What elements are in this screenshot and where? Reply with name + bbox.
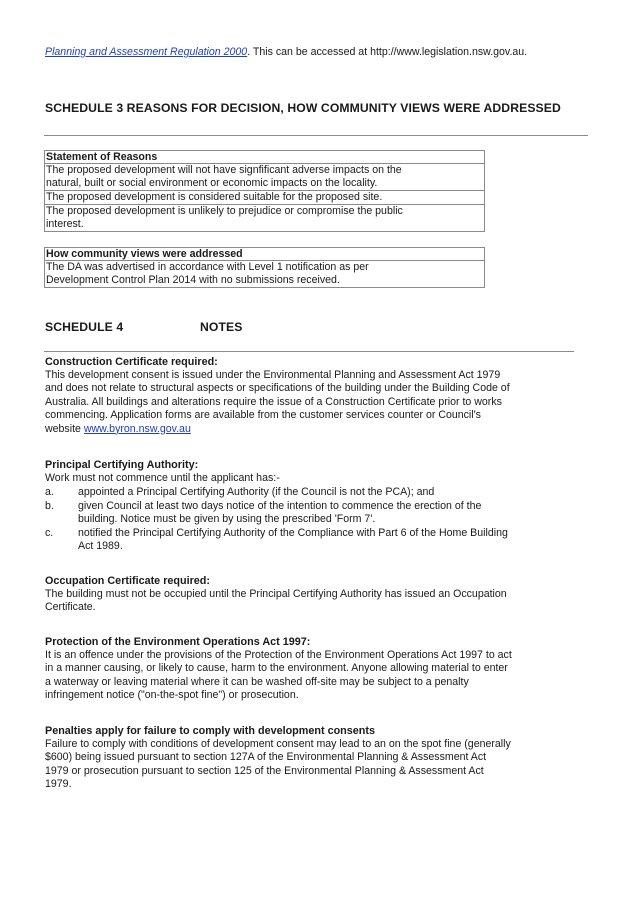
reasons-row-line: The proposed development is unlikely to prejudice or compromise the public	[46, 205, 403, 217]
note-heading: Occupation Certificate required:	[45, 575, 210, 587]
community-row	[45, 261, 484, 287]
community-views-table	[44, 247, 485, 288]
pca-item-text: appointed a Principal Certifying Authority (if the Council is not the PCA); and	[78, 486, 435, 498]
reasons-row-line: The proposed development is considered suitable for the proposed site.	[46, 191, 383, 203]
pca-item	[45, 500, 605, 527]
note-pca	[45, 459, 605, 485]
schedule-3-title: SCHEDULE 3 REASONS FOR DECISION, HOW COMMUNITY VIEWS WERE ADDRESSED	[45, 101, 561, 115]
note-line: Failure to comply with conditions of development consent may lead to an on the spot fine (generally	[45, 738, 511, 750]
community-row-line: Development Control Plan 2014 with no submissions received.	[46, 274, 340, 286]
note-line: and does not relate to structural aspects or specifications of the building under the Building Code of	[45, 382, 510, 395]
statement-of-reasons-table	[44, 150, 485, 232]
pca-item	[45, 527, 605, 554]
schedule-4-divider	[44, 351, 574, 352]
pca-item-text: given Council at least two days notice of the intention to commence the erection of the	[78, 500, 482, 512]
note-line: infringement notice ("on-the-spot fine") or prosecution.	[45, 689, 299, 702]
reasons-row-line: The proposed development will not have signfificant adverse impacts on the	[46, 164, 402, 176]
pca-item-text: notified the Principal Certifying Authority of the Compliance with Part 6 of the Home Building	[78, 527, 508, 539]
reasons-header: Statement of Reasons	[45, 151, 484, 164]
council-website-link[interactable]: www.byron.nsw.gov.au	[83, 422, 191, 435]
schedule-4-title: NOTES	[200, 320, 243, 334]
note-line: Certificate.	[45, 601, 96, 614]
pca-item-label: b.	[45, 500, 54, 512]
note-line: in a manner causing, or likely to cause, harm to the environment. Anyone allowing material to enter	[45, 662, 508, 675]
reasons-row	[45, 205, 484, 231]
website-prefix: website	[45, 422, 84, 435]
schedule-3-divider	[44, 135, 588, 136]
reasons-row	[45, 164, 484, 191]
note-line: commencing. Application forms are available from the customer services counter or Council's	[45, 409, 481, 422]
note-protection	[45, 636, 605, 703]
community-header: How community views were addressed	[45, 248, 484, 261]
note-line: a waterway or leaving material where it can be washed off-site may be subject to a penalty	[45, 675, 469, 688]
community-row-line: The DA was advertised in accordance with Level 1 notification as per	[46, 261, 369, 273]
note-heading: Penalties apply for failure to comply with development consents	[45, 725, 375, 737]
note-line: 1979.	[45, 778, 72, 791]
reasons-row-line: natural, built or social environment or economic impacts on the locality.	[46, 177, 378, 189]
schedule-4-label: SCHEDULE 4	[45, 320, 124, 334]
regulation-link[interactable]: Planning and Assessment Regulation 2000	[45, 46, 248, 58]
note-line: $600) being issued pursuant to section 127A of the Environmental Planning & Assessment Act	[45, 751, 487, 764]
reasons-row	[45, 191, 484, 205]
pca-item-label: c.	[45, 527, 54, 539]
pca-item-text: building. Notice must be given by using the prescribed 'Form 7'.	[78, 513, 376, 526]
note-heading: Construction Certificate required:	[45, 356, 218, 368]
reasons-row-line: interest.	[46, 218, 84, 230]
note-construction	[45, 356, 605, 436]
note-penalties	[45, 725, 605, 792]
note-heading: Principal Certifying Authority:	[45, 459, 199, 471]
pca-item-text: Act 1989.	[78, 540, 123, 553]
pca-item-label: a.	[45, 486, 54, 498]
intro-text: . This can be accessed at http://www.legislation.nsw.gov.au.	[247, 46, 528, 58]
note-line: 1979 or prosecution pursuant to section 125 of the Environmental Planning & Assessment Act	[45, 764, 484, 777]
note-line: The building must not be occupied until the Principal Certifying Authority has issued an Occupation	[45, 588, 507, 600]
note-line: Australia. All buildings and alterations require the issue of a Construction Certificate prior to works	[45, 395, 502, 408]
intro-line	[45, 46, 527, 59]
note-heading: Protection of the Environment Operations Act 1997:	[45, 636, 311, 648]
note-line	[45, 423, 605, 436]
note-line: It is an offence under the provisions of the Protection of the Environment Operations Act 1997 to act	[45, 649, 512, 661]
note-line: This development consent is issued under the Environmental Planning and Assessment Act 1979	[45, 369, 501, 381]
note-line: Work must not commence until the applicant has:-	[45, 472, 280, 484]
note-occupation	[45, 575, 605, 615]
pca-item	[45, 486, 605, 500]
